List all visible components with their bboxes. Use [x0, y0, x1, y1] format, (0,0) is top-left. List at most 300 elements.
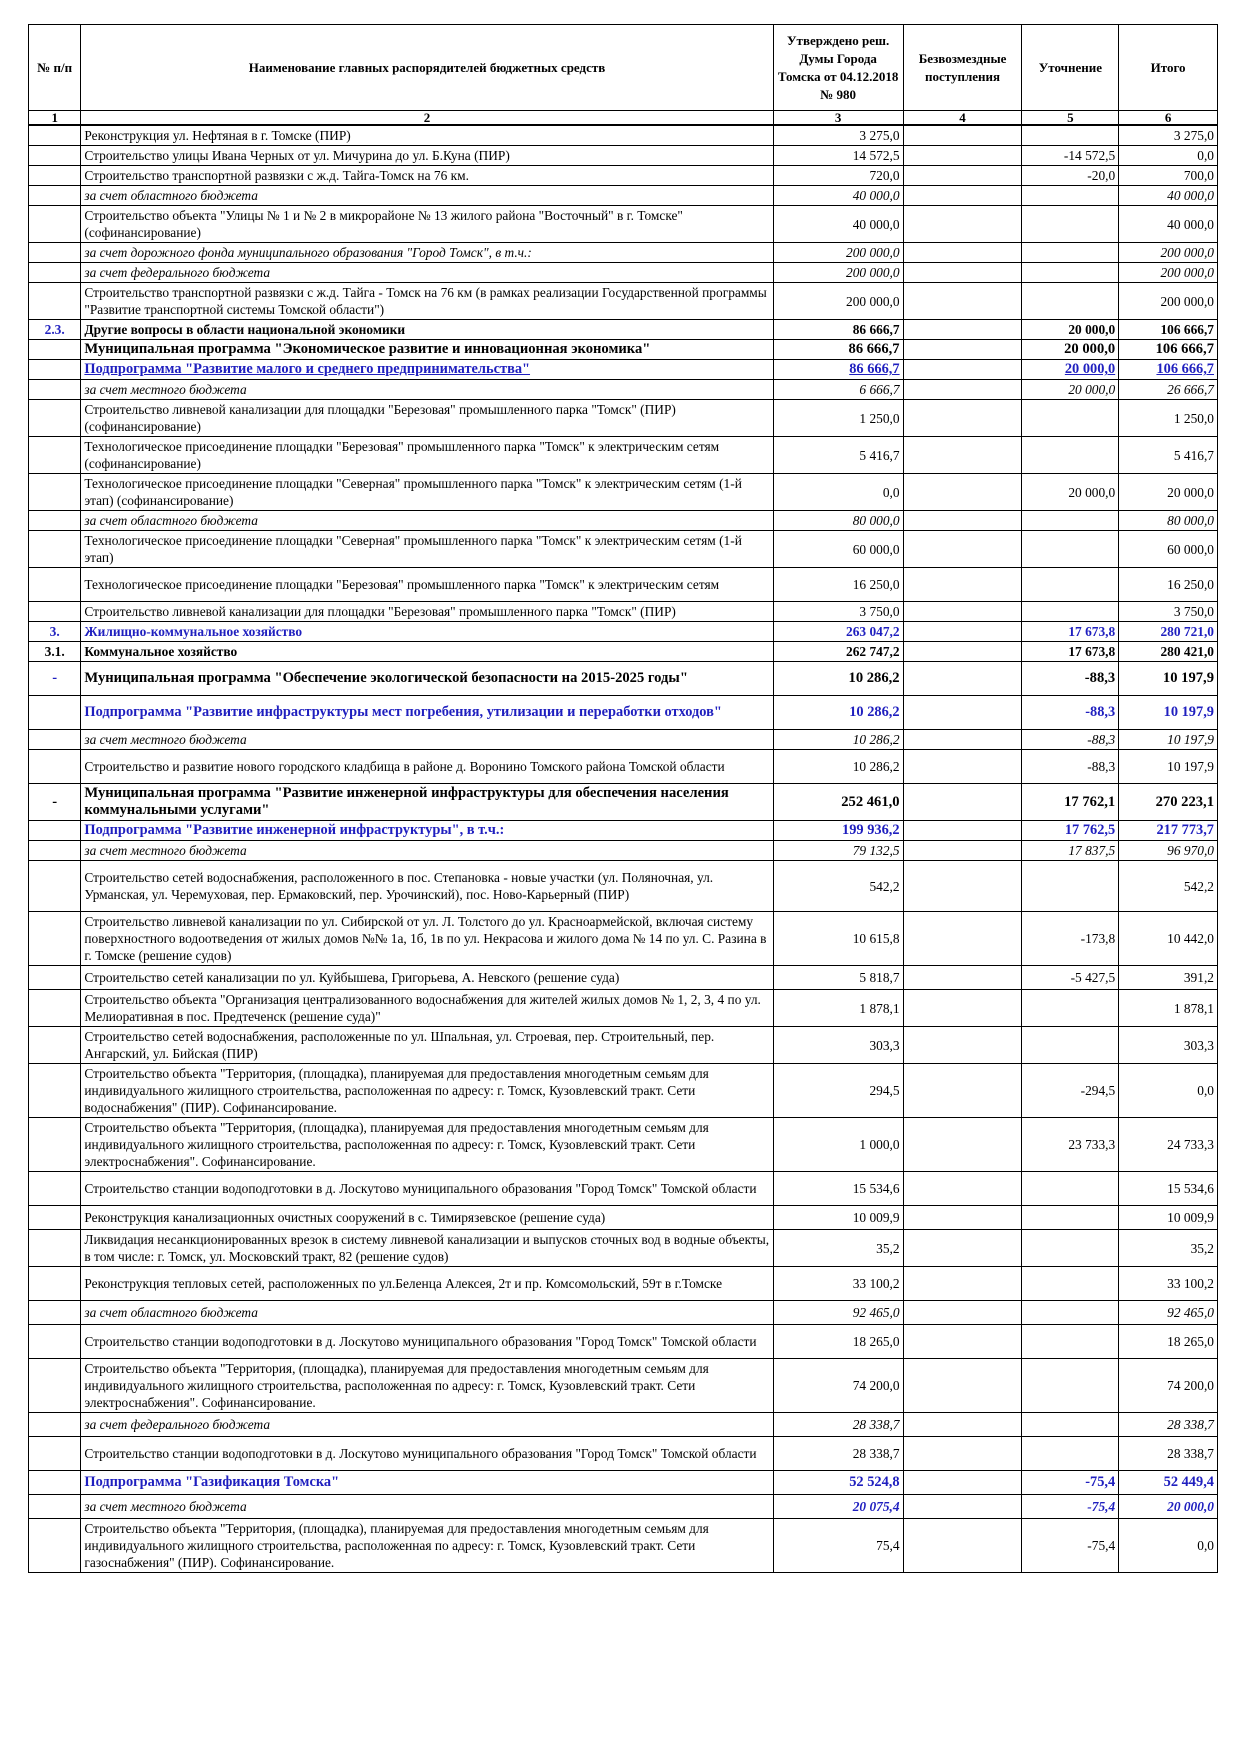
free-value — [903, 750, 1022, 784]
row-number — [29, 1471, 81, 1495]
approved-value: 79 132,5 — [773, 841, 903, 861]
approved-value: 1 000,0 — [773, 1118, 903, 1172]
clarification-value — [1022, 1027, 1119, 1064]
table-row — [29, 206, 1218, 243]
row-name: Строительство и развитие нового городского кладбища в районе д. Воронино Томского района Томской области — [81, 750, 773, 784]
total-value: 10 197,9 — [1119, 662, 1218, 696]
total-value: 10 197,9 — [1119, 730, 1218, 750]
row-name: за счет дорожного фонда муниципального образования "Город Томск", в т.ч.: — [81, 243, 773, 263]
clarification-value — [1022, 1359, 1119, 1413]
row-number — [29, 243, 81, 263]
table-row — [29, 841, 1218, 861]
approved-value: 10 286,2 — [773, 696, 903, 730]
free-value — [903, 206, 1022, 243]
row-number — [29, 1118, 81, 1172]
row-number — [29, 1325, 81, 1359]
total-value: 106 666,7 — [1119, 360, 1218, 380]
row-number — [29, 283, 81, 320]
clarification-value — [1022, 1413, 1119, 1437]
row-number — [29, 1267, 81, 1301]
row-name: Подпрограмма "Развитие инфраструктуры мест погребения, утилизации и переработки отходов" — [81, 696, 773, 730]
table-row — [29, 511, 1218, 531]
row-name: Реконструкция тепловых сетей, расположенных по ул.Беленца Алексея, 2т и пр. Комсомольский, 59т в г.Томске — [81, 1267, 773, 1301]
total-value: 0,0 — [1119, 1519, 1218, 1573]
free-value — [903, 1519, 1022, 1573]
row-number — [29, 1437, 81, 1471]
clarification-value — [1022, 531, 1119, 568]
col-index: 5 — [1022, 111, 1119, 126]
table-row — [29, 263, 1218, 283]
clarification-value — [1022, 243, 1119, 263]
approved-value: 74 200,0 — [773, 1359, 903, 1413]
free-value — [903, 1495, 1022, 1519]
row-number — [29, 511, 81, 531]
total-value: 217 773,7 — [1119, 821, 1218, 841]
row-name: Строительство транспортной развязки с ж.д. Тайга - Томск на 76 км (в рамках реализации Государственной программы "Развитие транспортной системы Томской области") — [81, 283, 773, 320]
total-value: 700,0 — [1119, 166, 1218, 186]
approved-value: 6 666,7 — [773, 380, 903, 400]
free-value — [903, 642, 1022, 662]
total-value: 26 666,7 — [1119, 380, 1218, 400]
row-name: за счет областного бюджета — [81, 511, 773, 531]
row-number — [29, 1413, 81, 1437]
row-number — [29, 568, 81, 602]
clarification-value — [1022, 1267, 1119, 1301]
table-row — [29, 400, 1218, 437]
free-value — [903, 1172, 1022, 1206]
total-value: 303,3 — [1119, 1027, 1218, 1064]
total-value: 92 465,0 — [1119, 1301, 1218, 1325]
col-index: 1 — [29, 111, 81, 126]
clarification-value: 17 673,8 — [1022, 642, 1119, 662]
table-row — [29, 912, 1218, 966]
col-index: 3 — [773, 111, 903, 126]
clarification-value: 20 000,0 — [1022, 474, 1119, 511]
free-value — [903, 360, 1022, 380]
row-name: Строительство сетей канализации по ул. Куйбышева, Григорьева, А. Невского (решение суда) — [81, 966, 773, 990]
row-number — [29, 1206, 81, 1230]
row-name: Технологическое присоединение площадки "Северная" промышленного парка "Томск" к электрическим сетям (1-й этап) (софинансирование) — [81, 474, 773, 511]
total-value: 200 000,0 — [1119, 243, 1218, 263]
row-name: за счет местного бюджета — [81, 841, 773, 861]
approved-value: 15 534,6 — [773, 1172, 903, 1206]
row-name: Подпрограмма "Развитие инженерной инфраструктуры", в т.ч.: — [81, 821, 773, 841]
clarification-value — [1022, 400, 1119, 437]
row-number: 3. — [29, 622, 81, 642]
row-number — [29, 146, 81, 166]
free-value — [903, 1471, 1022, 1495]
free-value — [903, 1064, 1022, 1118]
row-number — [29, 1064, 81, 1118]
header-clarification: Уточнение — [1022, 25, 1119, 111]
clarification-value: -88,3 — [1022, 662, 1119, 696]
free-value — [903, 243, 1022, 263]
table-row — [29, 283, 1218, 320]
row-name: Реконструкция ул. Нефтяная в г. Томске (ПИР) — [81, 125, 773, 146]
row-number — [29, 1359, 81, 1413]
table-row — [29, 696, 1218, 730]
clarification-value: -75,4 — [1022, 1519, 1119, 1573]
table-row — [29, 243, 1218, 263]
total-value: 5 416,7 — [1119, 437, 1218, 474]
total-value: 542,2 — [1119, 861, 1218, 912]
header-approved: Утверждено реш. Думы Города Томска от 04.12.2018 № 980 — [773, 25, 903, 111]
table-row — [29, 966, 1218, 990]
total-value: 391,2 — [1119, 966, 1218, 990]
approved-value: 303,3 — [773, 1027, 903, 1064]
table-row — [29, 1495, 1218, 1519]
col-index: 4 — [903, 111, 1022, 126]
table-row — [29, 380, 1218, 400]
row-name: Строительство объекта "Территория, (площадка), планируемая для предоставления многодетным семьям для индивидуального жилищного строительства, расположенная по адресу: г. Томск, Кузовлевский тракт. Сети водоснабжения" (ПИР). Софинансирование. — [81, 1064, 773, 1118]
row-number — [29, 400, 81, 437]
approved-value: 10 009,9 — [773, 1206, 903, 1230]
row-name: за счет областного бюджета — [81, 186, 773, 206]
clarification-value: 17 762,1 — [1022, 784, 1119, 821]
free-value — [903, 841, 1022, 861]
approved-value: 1 250,0 — [773, 400, 903, 437]
clarification-value: -88,3 — [1022, 696, 1119, 730]
table-row — [29, 1064, 1218, 1118]
approved-value: 40 000,0 — [773, 186, 903, 206]
table-row — [29, 784, 1218, 821]
total-value: 96 970,0 — [1119, 841, 1218, 861]
clarification-value — [1022, 186, 1119, 206]
table-row — [29, 1359, 1218, 1413]
clarification-value — [1022, 125, 1119, 146]
row-number: 2.3. — [29, 320, 81, 340]
row-number: - — [29, 662, 81, 696]
clarification-value — [1022, 437, 1119, 474]
free-value — [903, 437, 1022, 474]
total-value: 3 750,0 — [1119, 602, 1218, 622]
table-row — [29, 1471, 1218, 1495]
free-value — [903, 696, 1022, 730]
row-name: Строительство транспортной развязки с ж.д. Тайга-Томск на 76 км. — [81, 166, 773, 186]
approved-value: 10 286,2 — [773, 730, 903, 750]
approved-value: 200 000,0 — [773, 243, 903, 263]
free-value — [903, 263, 1022, 283]
approved-value: 52 524,8 — [773, 1471, 903, 1495]
total-value: 200 000,0 — [1119, 283, 1218, 320]
total-value: 20 000,0 — [1119, 1495, 1218, 1519]
row-number — [29, 380, 81, 400]
row-name: Строительство сетей водоснабжения, расположенные по ул. Шпальная, ул. Строевая, пер. Строительный, пер. Ангарский, ул. Бийская (ПИР) — [81, 1027, 773, 1064]
approved-value: 86 666,7 — [773, 320, 903, 340]
row-number — [29, 912, 81, 966]
clarification-value: 20 000,0 — [1022, 360, 1119, 380]
row-name: Муниципальная программа "Обеспечение экологической безопасности на 2015-2025 годы" — [81, 662, 773, 696]
total-value: 10 442,0 — [1119, 912, 1218, 966]
row-number — [29, 1495, 81, 1519]
free-value — [903, 1437, 1022, 1471]
total-value: 28 338,7 — [1119, 1437, 1218, 1471]
free-value — [903, 784, 1022, 821]
table-row — [29, 568, 1218, 602]
approved-value: 3 750,0 — [773, 602, 903, 622]
row-name: за счет областного бюджета — [81, 1301, 773, 1325]
clarification-value — [1022, 283, 1119, 320]
table-row — [29, 1172, 1218, 1206]
total-value: 10 197,9 — [1119, 696, 1218, 730]
approved-value: 40 000,0 — [773, 206, 903, 243]
row-name: Ликвидация несанкционированных врезок в систему ливневой канализации и выпусков сточных вод в водные объекты, в том числе: г. Томск, ул. Московский тракт, 82 (решение судов) — [81, 1230, 773, 1267]
total-value: 10 197,9 — [1119, 750, 1218, 784]
clarification-value — [1022, 1230, 1119, 1267]
clarification-value: -75,4 — [1022, 1471, 1119, 1495]
header-free: Безвозмездные поступления — [903, 25, 1022, 111]
row-name: Строительство сетей водоснабжения, расположенного в пос. Степановка - новые участки (ул. Поляночная, ул. Урманская, ул. Черемуховая, пер. Ермаковский, пер. Урочинский), пос. Ново-Карьерный (ПИР) — [81, 861, 773, 912]
approved-value: 3 275,0 — [773, 125, 903, 146]
approved-value: 33 100,2 — [773, 1267, 903, 1301]
table-row — [29, 1437, 1218, 1471]
row-number — [29, 602, 81, 622]
row-name: Технологическое присоединение площадки "Березовая" промышленного парка "Томск" к электрическим сетям (софинансирование) — [81, 437, 773, 474]
clarification-value: 23 733,3 — [1022, 1118, 1119, 1172]
table-row — [29, 642, 1218, 662]
approved-value: 28 338,7 — [773, 1437, 903, 1471]
approved-value: 75,4 — [773, 1519, 903, 1573]
table-row — [29, 320, 1218, 340]
row-name: Жилищно-коммунальное хозяйство — [81, 622, 773, 642]
table-row — [29, 166, 1218, 186]
approved-value: 1 878,1 — [773, 990, 903, 1027]
clarification-value — [1022, 602, 1119, 622]
total-value: 18 265,0 — [1119, 1325, 1218, 1359]
free-value — [903, 821, 1022, 841]
free-value — [903, 340, 1022, 360]
free-value — [903, 125, 1022, 146]
approved-value: 60 000,0 — [773, 531, 903, 568]
approved-value: 20 075,4 — [773, 1495, 903, 1519]
free-value — [903, 186, 1022, 206]
row-number: - — [29, 784, 81, 821]
row-name: Строительство объекта "Улицы № 1 и № 2 в микрорайоне № 13 жилого района "Восточный" в г. Томске" (софинансирование) — [81, 206, 773, 243]
row-number — [29, 696, 81, 730]
approved-value: 200 000,0 — [773, 263, 903, 283]
clarification-value — [1022, 568, 1119, 602]
table-row — [29, 1230, 1218, 1267]
row-name: Коммунальное хозяйство — [81, 642, 773, 662]
approved-value: 0,0 — [773, 474, 903, 511]
row-name: Строительство улицы Ивана Черных от ул. Мичурина до ул. Б.Куна (ПИР) — [81, 146, 773, 166]
row-name: Технологическое присоединение площадки "Березовая" промышленного парка "Томск" к электрическим сетям — [81, 568, 773, 602]
total-value: 15 534,6 — [1119, 1172, 1218, 1206]
total-value: 24 733,3 — [1119, 1118, 1218, 1172]
clarification-value — [1022, 1301, 1119, 1325]
row-name: за счет местного бюджета — [81, 380, 773, 400]
free-value — [903, 283, 1022, 320]
clarification-value — [1022, 1172, 1119, 1206]
col-index: 6 — [1119, 111, 1218, 126]
approved-value: 252 461,0 — [773, 784, 903, 821]
free-value — [903, 622, 1022, 642]
free-value — [903, 602, 1022, 622]
free-value — [903, 568, 1022, 602]
clarification-value: -14 572,5 — [1022, 146, 1119, 166]
table-row — [29, 146, 1218, 166]
table-row — [29, 821, 1218, 841]
free-value — [903, 474, 1022, 511]
total-value: 28 338,7 — [1119, 1413, 1218, 1437]
table-row — [29, 990, 1218, 1027]
free-value — [903, 146, 1022, 166]
approved-value: 10 615,8 — [773, 912, 903, 966]
total-value: 280 721,0 — [1119, 622, 1218, 642]
total-value: 52 449,4 — [1119, 1471, 1218, 1495]
budget-table — [28, 24, 1218, 1573]
total-value: 106 666,7 — [1119, 320, 1218, 340]
clarification-value: 17 673,8 — [1022, 622, 1119, 642]
free-value — [903, 861, 1022, 912]
row-number — [29, 340, 81, 360]
approved-value: 5 818,7 — [773, 966, 903, 990]
clarification-value — [1022, 263, 1119, 283]
table-row — [29, 125, 1218, 146]
row-number — [29, 360, 81, 380]
row-number — [29, 966, 81, 990]
free-value — [903, 166, 1022, 186]
row-name: Строительство объекта "Территория, (площадка), планируемая для предоставления многодетным семьям для индивидуального жилищного строительства, расположенная по адресу: г. Томск, Кузовлевский тракт. Сети газоснабжения" (ПИР). Софинансирование. — [81, 1519, 773, 1573]
free-value — [903, 1267, 1022, 1301]
clarification-value: -88,3 — [1022, 750, 1119, 784]
total-value: 80 000,0 — [1119, 511, 1218, 531]
approved-value: 294,5 — [773, 1064, 903, 1118]
row-name: Строительство объекта "Территория, (площадка), планируемая для предоставления многодетным семьям для индивидуального жилищного строительства, расположенная по адресу: г. Томск, Кузовлевский тракт. Сети электроснабжения". Софинансирование. — [81, 1359, 773, 1413]
row-number: 3.1. — [29, 642, 81, 662]
clarification-value: 20 000,0 — [1022, 340, 1119, 360]
row-number — [29, 263, 81, 283]
approved-value: 199 936,2 — [773, 821, 903, 841]
clarification-value: 17 837,5 — [1022, 841, 1119, 861]
free-value — [903, 662, 1022, 696]
table-row — [29, 602, 1218, 622]
row-number — [29, 125, 81, 146]
total-value: 40 000,0 — [1119, 206, 1218, 243]
table-row — [29, 1301, 1218, 1325]
approved-value: 10 286,2 — [773, 750, 903, 784]
row-number — [29, 1172, 81, 1206]
row-name: Технологическое присоединение площадки "Северная" промышленного парка "Томск" к электрическим сетям (1-й этап) — [81, 531, 773, 568]
total-value: 3 275,0 — [1119, 125, 1218, 146]
free-value — [903, 1027, 1022, 1064]
approved-value: 10 286,2 — [773, 662, 903, 696]
row-number — [29, 1027, 81, 1064]
total-value: 200 000,0 — [1119, 263, 1218, 283]
row-number — [29, 437, 81, 474]
clarification-value: -20,0 — [1022, 166, 1119, 186]
approved-value: 16 250,0 — [773, 568, 903, 602]
free-value — [903, 1359, 1022, 1413]
approved-value: 263 047,2 — [773, 622, 903, 642]
table-body — [29, 125, 1218, 1573]
table-row — [29, 1325, 1218, 1359]
free-value — [903, 531, 1022, 568]
clarification-value: -88,3 — [1022, 730, 1119, 750]
row-name: Другие вопросы в области национальной экономики — [81, 320, 773, 340]
table-row — [29, 437, 1218, 474]
free-value — [903, 320, 1022, 340]
clarification-value — [1022, 511, 1119, 531]
row-number — [29, 186, 81, 206]
approved-value: 5 416,7 — [773, 437, 903, 474]
clarification-value — [1022, 861, 1119, 912]
table-row — [29, 340, 1218, 360]
clarification-value: 20 000,0 — [1022, 380, 1119, 400]
row-name: Муниципальная программа "Развитие инженерной инфраструктуры для обеспечения населения коммунальными услугами" — [81, 784, 773, 821]
approved-value: 14 572,5 — [773, 146, 903, 166]
free-value — [903, 400, 1022, 437]
free-value — [903, 1118, 1022, 1172]
clarification-value: -294,5 — [1022, 1064, 1119, 1118]
table-row — [29, 1027, 1218, 1064]
row-number — [29, 821, 81, 841]
total-value: 1 878,1 — [1119, 990, 1218, 1027]
free-value — [903, 1325, 1022, 1359]
total-value: 35,2 — [1119, 1230, 1218, 1267]
row-name: за счет федерального бюджета — [81, 263, 773, 283]
clarification-value — [1022, 206, 1119, 243]
total-value: 106 666,7 — [1119, 340, 1218, 360]
row-name: Строительство ливневой канализации для площадки "Березовая" промышленного парка "Томск" (ПИР) (софинансирование) — [81, 400, 773, 437]
approved-value: 720,0 — [773, 166, 903, 186]
total-value: 10 009,9 — [1119, 1206, 1218, 1230]
clarification-value — [1022, 1437, 1119, 1471]
header-total: Итого — [1119, 25, 1218, 111]
clarification-value — [1022, 1206, 1119, 1230]
total-value: 270 223,1 — [1119, 784, 1218, 821]
row-name: Строительство станции водоподготовки в д. Лоскутово муниципального образования "Город Томск" Томской области — [81, 1437, 773, 1471]
total-value: 74 200,0 — [1119, 1359, 1218, 1413]
row-number — [29, 531, 81, 568]
free-value — [903, 1413, 1022, 1437]
table-row — [29, 1206, 1218, 1230]
clarification-value: 20 000,0 — [1022, 320, 1119, 340]
row-name: за счет местного бюджета — [81, 730, 773, 750]
total-value: 40 000,0 — [1119, 186, 1218, 206]
row-name: Строительство ливневой канализации по ул. Сибирской от ул. Л. Толстого до ул. Красноармейской, включая систему поверхностного водоотведения от жилых домов №№ 1а, 1б, 1в по ул. Некрасова и жилого дома № 14 по ул. С. Разина в г. Томске (решение судов) — [81, 912, 773, 966]
table-row — [29, 861, 1218, 912]
table-row — [29, 622, 1218, 642]
approved-value: 262 747,2 — [773, 642, 903, 662]
row-number — [29, 206, 81, 243]
approved-value: 200 000,0 — [773, 283, 903, 320]
approved-value: 86 666,7 — [773, 340, 903, 360]
total-value: 280 421,0 — [1119, 642, 1218, 662]
total-value: 20 000,0 — [1119, 474, 1218, 511]
row-name: Подпрограмма "Развитие малого и среднего предпринимательства" — [81, 360, 773, 380]
approved-value: 86 666,7 — [773, 360, 903, 380]
table-row — [29, 531, 1218, 568]
free-value — [903, 511, 1022, 531]
row-name: Строительство станции водоподготовки в д. Лоскутово муниципального образования "Город Томск" Томской области — [81, 1325, 773, 1359]
row-number — [29, 841, 81, 861]
row-number — [29, 1230, 81, 1267]
table-row — [29, 662, 1218, 696]
clarification-value — [1022, 990, 1119, 1027]
row-number — [29, 990, 81, 1027]
row-name: Муниципальная программа "Экономическое развитие и инновационная экономика" — [81, 340, 773, 360]
row-name: Строительство станции водоподготовки в д. Лоскутово муниципального образования "Город Томск" Томской области — [81, 1172, 773, 1206]
table-row — [29, 186, 1218, 206]
clarification-value: -173,8 — [1022, 912, 1119, 966]
col-index: 2 — [81, 111, 773, 126]
row-name: за счет местного бюджета — [81, 1495, 773, 1519]
free-value — [903, 1230, 1022, 1267]
free-value — [903, 990, 1022, 1027]
table-row — [29, 1413, 1218, 1437]
free-value — [903, 912, 1022, 966]
